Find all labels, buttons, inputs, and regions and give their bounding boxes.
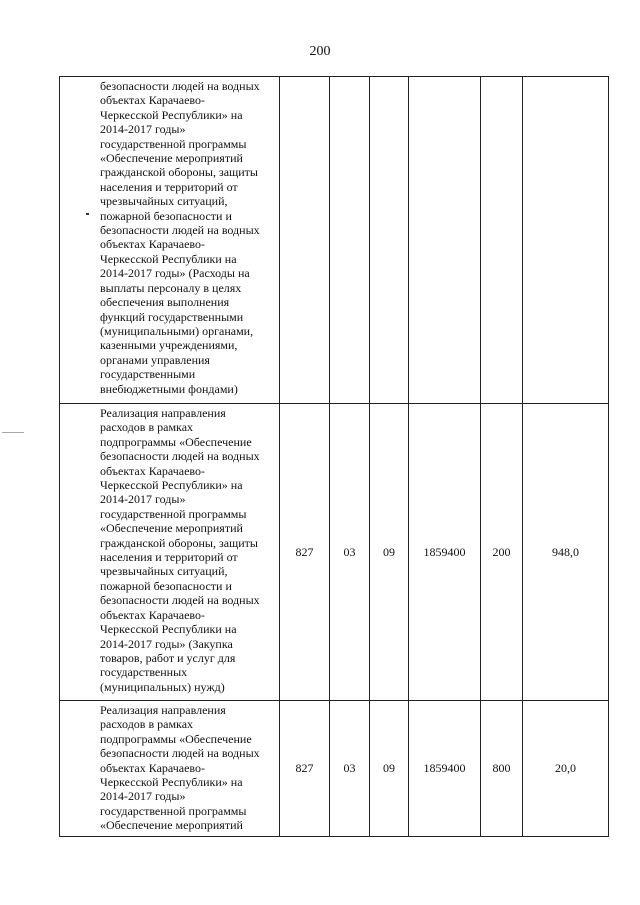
target-article-code: 1859400 [409, 701, 481, 837]
ministry-code: 827 [280, 701, 330, 837]
budget-table [59, 76, 609, 837]
ministry-code: 827 [280, 404, 330, 701]
subsection-code: 09 [370, 701, 409, 837]
expense-type-code: 800 [481, 701, 523, 837]
amount: 20,0 [523, 701, 609, 837]
page-number: 200 [309, 44, 331, 59]
target-article-code [409, 77, 481, 404]
table-row [60, 404, 609, 701]
amount: 948,0 [523, 404, 609, 701]
expense-description: Реализация направления расходов в рамках подпрограммы «Обеспечение безопасности людей на водных объектах Карачаево- Черкесской Республики» на 2014-2017 годы» государственной программы «Обеспечение мероприятий [60, 701, 280, 837]
expense-description: безопасности людей на водных объектах Карачаево- Черкесской Республики» на 2014-2017 годы» государственной программы «Обеспечение мероприятий гражданской обороны, защиты населения и территорий от чрезвычайных ситуаций, пожарной безопасности и безопасности людей на водных объектах Карачаево- Черкесской Республики на 2014-2017 годы» (Расходы на выплаты персоналу в целях обеспечения выполнения функций государственными (муниципальными) органами, казенными учреждениями, органами управления государственными внебюджетными фондами) [60, 77, 280, 404]
section-code: 03 [330, 404, 370, 701]
subsection-code: 09 [370, 404, 409, 701]
section-code [330, 77, 370, 404]
subsection-code [370, 77, 409, 404]
table-row [60, 77, 609, 404]
amount [523, 77, 609, 404]
section-code: 03 [330, 701, 370, 837]
ministry-code [280, 77, 330, 404]
table-row [60, 701, 609, 837]
target-article-code: 1859400 [409, 404, 481, 701]
scan-mark [2, 432, 24, 433]
expense-type-code: 200 [481, 404, 523, 701]
expense-type-code [481, 77, 523, 404]
expense-description: Реализация направления расходов в рамках подпрограммы «Обеспечение безопасности людей на водных объектах Карачаево- Черкесской Республики» на 2014-2017 годы» государственной программы «Обеспечение мероприятий гражданской обороны, защиты населения и территорий от чрезвычайных ситуаций, пожарной безопасности и безопасности людей на водных объектах Карачаево- Черкесской Республики на 2014-2017 годы» (Закупка товаров, работ и услуг для государственных (муниципальных) нужд) [60, 404, 280, 701]
